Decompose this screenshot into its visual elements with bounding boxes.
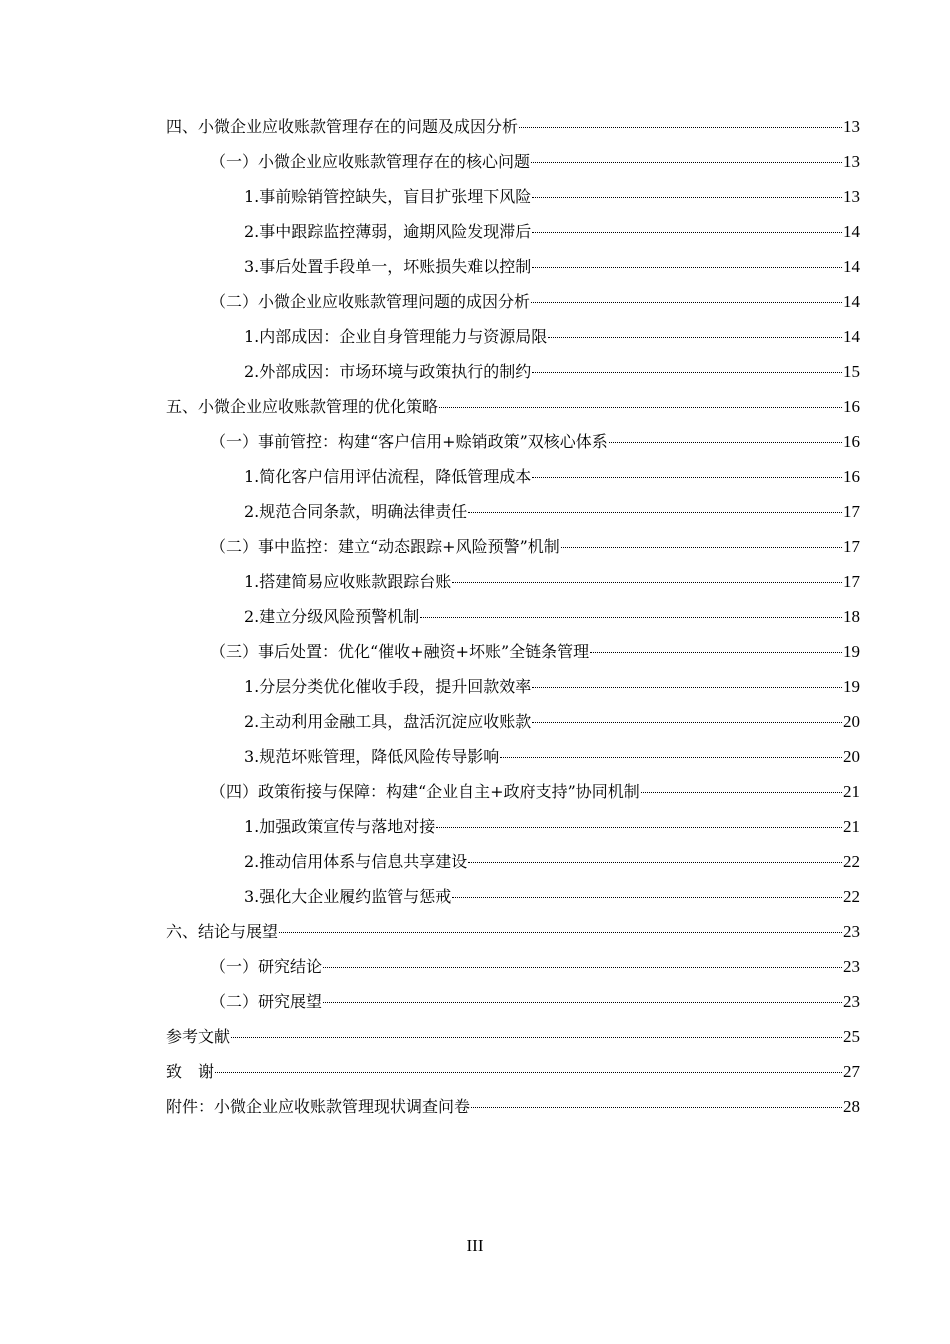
toc-entry[interactable] — [166, 634, 860, 669]
toc-entry-title: （一）小微企业应收账款管理存在的核心问题 — [210, 152, 531, 171]
page-number: III — [466, 1236, 484, 1255]
toc-entry-page: 13 — [843, 187, 860, 206]
toc-entry-title: （二）事中监控：建立“动态跟踪+风险预警”机制 — [210, 537, 560, 556]
dot-leader — [468, 512, 842, 513]
dot-leader — [531, 162, 842, 163]
toc-entry-title: 2.规范合同条款，明确法律责任 — [244, 502, 468, 521]
dot-leader — [439, 407, 842, 408]
dot-leader — [532, 477, 842, 478]
toc-entry-page: 20 — [843, 712, 860, 731]
toc-entry-title: 六、结论与展望 — [166, 922, 279, 941]
toc-entry-page: 19 — [843, 677, 860, 696]
dot-leader — [452, 897, 842, 898]
toc-entry-title: （二）小微企业应收账款管理问题的成因分析 — [210, 292, 531, 311]
dot-leader — [420, 617, 842, 618]
toc-entry-page: 27 — [843, 1062, 860, 1081]
table-of-contents — [166, 109, 860, 1124]
toc-entry[interactable] — [166, 879, 860, 914]
toc-entry-title: 1.分层分类优化催收手段，提升回款效率 — [244, 677, 532, 696]
toc-entry-page: 17 — [843, 502, 860, 521]
dot-leader — [519, 127, 842, 128]
dot-leader — [531, 302, 842, 303]
dot-leader — [532, 267, 842, 268]
toc-entry[interactable] — [166, 809, 860, 844]
toc-entry-page: 16 — [843, 467, 860, 486]
toc-entry-page: 17 — [843, 572, 860, 591]
toc-entry-page: 18 — [843, 607, 860, 626]
dot-leader — [590, 652, 842, 653]
toc-entry[interactable] — [166, 214, 860, 249]
toc-entry[interactable] — [166, 179, 860, 214]
toc-entry-page: 16 — [843, 397, 860, 416]
toc-entry-page: 14 — [843, 257, 860, 276]
toc-entry-title: 3.规范坏账管理，降低风险传导影响 — [244, 747, 500, 766]
toc-entry-page: 22 — [843, 887, 860, 906]
toc-entry[interactable] — [166, 284, 860, 319]
toc-entry[interactable] — [166, 249, 860, 284]
toc-entry-page: 14 — [843, 292, 860, 311]
toc-entry-title: 3.强化大企业履约监管与惩戒 — [244, 887, 452, 906]
dot-leader — [561, 547, 842, 548]
toc-entry-title: （一）事前管控：构建“客户信用+赊销政策”双核心体系 — [210, 432, 608, 451]
toc-entry[interactable] — [166, 984, 860, 1019]
toc-entry[interactable] — [166, 599, 860, 634]
toc-entry[interactable] — [166, 459, 860, 494]
toc-entry[interactable] — [166, 319, 860, 354]
toc-entry-page: 20 — [843, 747, 860, 766]
toc-entry-title: （二）研究展望 — [210, 992, 323, 1011]
dot-leader — [532, 722, 842, 723]
toc-entry[interactable] — [166, 704, 860, 739]
dot-leader — [532, 687, 842, 688]
toc-entry-title: 2.建立分级风险预警机制 — [244, 607, 420, 626]
toc-entry-page: 13 — [843, 152, 860, 171]
toc-entry-page: 22 — [843, 852, 860, 871]
toc-entry[interactable] — [166, 354, 860, 389]
dot-leader — [471, 1107, 842, 1108]
toc-entry[interactable] — [166, 494, 860, 529]
toc-entry-page: 21 — [843, 817, 860, 836]
toc-entry-title: 2.事中跟踪监控薄弱，逾期风险发现滞后 — [244, 222, 532, 241]
toc-entry[interactable] — [166, 914, 860, 949]
toc-entry-title: 2.推动信用体系与信息共享建设 — [244, 852, 468, 871]
dot-leader — [436, 827, 842, 828]
toc-entry-page: 23 — [843, 922, 860, 941]
toc-entry[interactable] — [166, 1019, 860, 1054]
toc-entry[interactable] — [166, 669, 860, 704]
toc-entry-title: 五、小微企业应收账款管理的优化策略 — [166, 397, 439, 416]
dot-leader — [609, 442, 842, 443]
toc-entry-title: （一）研究结论 — [210, 957, 323, 976]
toc-entry-page: 16 — [843, 432, 860, 451]
toc-entry[interactable] — [166, 389, 860, 424]
toc-entry-title: （三）事后处置：优化“催收+融资+坏账”全链条管理 — [210, 642, 590, 661]
toc-entry-title: 1.事前赊销管控缺失，盲目扩张埋下风险 — [244, 187, 532, 206]
toc-entry-page: 28 — [843, 1097, 860, 1116]
toc-entry-title: 四、小微企业应收账款管理存在的问题及成因分析 — [166, 117, 519, 136]
toc-entry[interactable] — [166, 739, 860, 774]
dot-leader — [532, 197, 842, 198]
dot-leader — [323, 967, 842, 968]
toc-entry-title: 2.外部成因：市场环境与政策执行的制约 — [244, 362, 532, 381]
toc-entry-page: 19 — [843, 642, 860, 661]
dot-leader — [231, 1037, 842, 1038]
dot-leader — [641, 792, 842, 793]
toc-entry[interactable] — [166, 774, 860, 809]
dot-leader — [548, 337, 842, 338]
toc-entry[interactable] — [166, 529, 860, 564]
toc-entry[interactable] — [166, 109, 860, 144]
toc-entry-title: 附件：小微企业应收账款管理现状调查问卷 — [166, 1097, 471, 1116]
dot-leader — [468, 862, 842, 863]
toc-entry-page: 23 — [843, 992, 860, 1011]
toc-entry-page: 13 — [843, 117, 860, 136]
toc-entry-title: 参考文献 — [166, 1027, 231, 1046]
toc-entry-page: 23 — [843, 957, 860, 976]
dot-leader — [215, 1072, 842, 1073]
toc-entry-title: 1.加强政策宣传与落地对接 — [244, 817, 436, 836]
toc-entry-title: 2.主动利用金融工具，盘活沉淀应收账款 — [244, 712, 532, 731]
dot-leader — [279, 932, 842, 933]
toc-entry-page: 14 — [843, 222, 860, 241]
toc-entry[interactable] — [166, 424, 860, 459]
toc-entry-title: （四）政策衔接与保障：构建“企业自主+政府支持”协同机制 — [210, 782, 640, 801]
dot-leader — [532, 372, 842, 373]
toc-entry-page: 21 — [843, 782, 860, 801]
toc-entry[interactable] — [166, 1054, 860, 1089]
toc-entry[interactable] — [166, 949, 860, 984]
toc-entry-page: 17 — [843, 537, 860, 556]
toc-entry[interactable] — [166, 144, 860, 179]
toc-entry-title: 1.搭建简易应收账款跟踪台账 — [244, 572, 452, 591]
dot-leader — [532, 232, 842, 233]
toc-entry-title: 3.事后处置手段单一，坏账损失难以控制 — [244, 257, 532, 276]
toc-entry-page: 15 — [843, 362, 860, 381]
dot-leader — [323, 1002, 842, 1003]
dot-leader — [500, 757, 842, 758]
toc-entry[interactable] — [166, 844, 860, 879]
toc-entry-page: 25 — [843, 1027, 860, 1046]
toc-entry-page: 14 — [843, 327, 860, 346]
toc-entry-title: 1.简化客户信用评估流程，降低管理成本 — [244, 467, 532, 486]
toc-entry-title: 致 谢 — [166, 1062, 215, 1081]
toc-entry[interactable] — [166, 564, 860, 599]
toc-entry-title: 1.内部成因：企业自身管理能力与资源局限 — [244, 327, 548, 346]
dot-leader — [452, 582, 842, 583]
toc-entry[interactable] — [166, 1089, 860, 1124]
